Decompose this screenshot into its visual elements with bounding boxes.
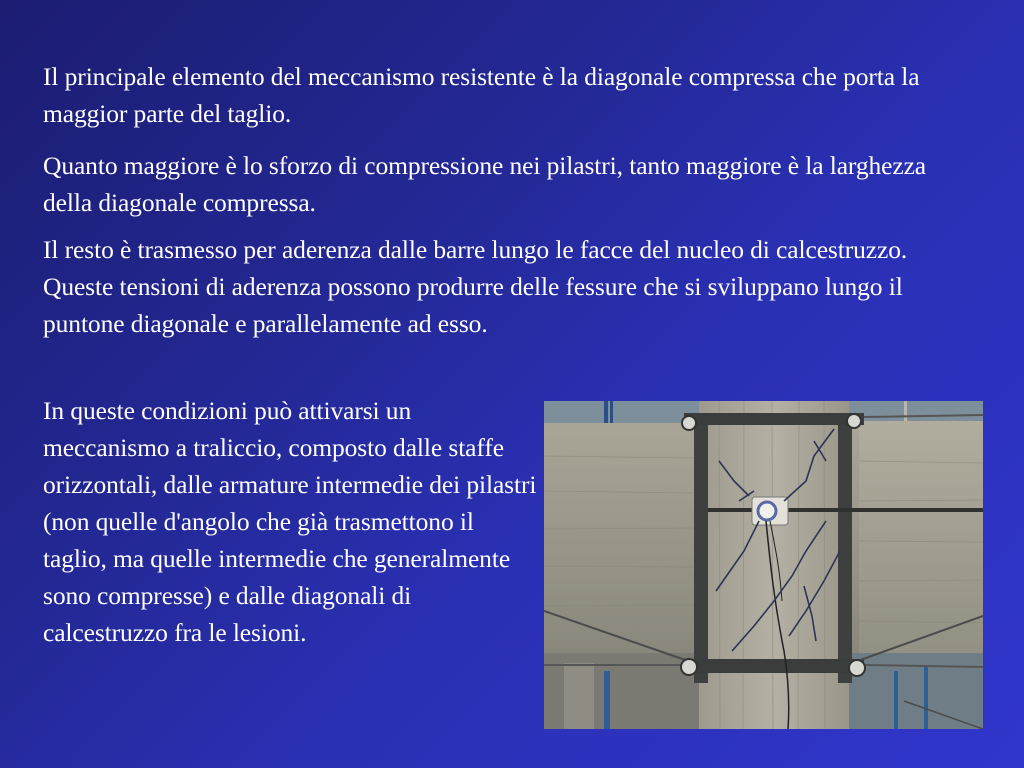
paragraph-bond-transfer: Il resto è trasmesso per aderenza dalle barre lungo le facce del nucleo di calcestruzzo. Queste tensioni di aderenza possono produrre delle fessure che si sviluppano lungo il puntone diagonale e parallelamente ad esso. xyxy=(43,235,908,338)
steel-horizontal-bottom xyxy=(684,659,864,673)
steel-vertical-left xyxy=(694,413,708,683)
paragraph-truss-mechanism: In queste condizioni può attivarsi un meccanismo a traliccio, composto dalle staffe orizzontali, dalle armature intermedie dei pilastri (non quelle d'angolo che già trasmettono il taglio, ma quelle intermedie che generalmente sono compresse) e dalle diagonali di calcestruzzo fra le lesioni. xyxy=(43,396,537,647)
beam-column-joint-photo xyxy=(544,401,983,729)
paragraph-diagonal-strut: Il principale elemento del meccanismo resistente è la diagonale compressa che porta la maggior parte del taglio. xyxy=(43,62,920,128)
steel-vertical-right xyxy=(838,413,852,683)
concrete-column xyxy=(699,401,849,729)
steel-horizontal-top xyxy=(684,413,864,425)
paragraph-compression-effect: Quanto maggiore è lo sforzo di compressione nei pilastri, tanto maggiore è la larghezza della diagonale compressa. xyxy=(43,151,927,217)
